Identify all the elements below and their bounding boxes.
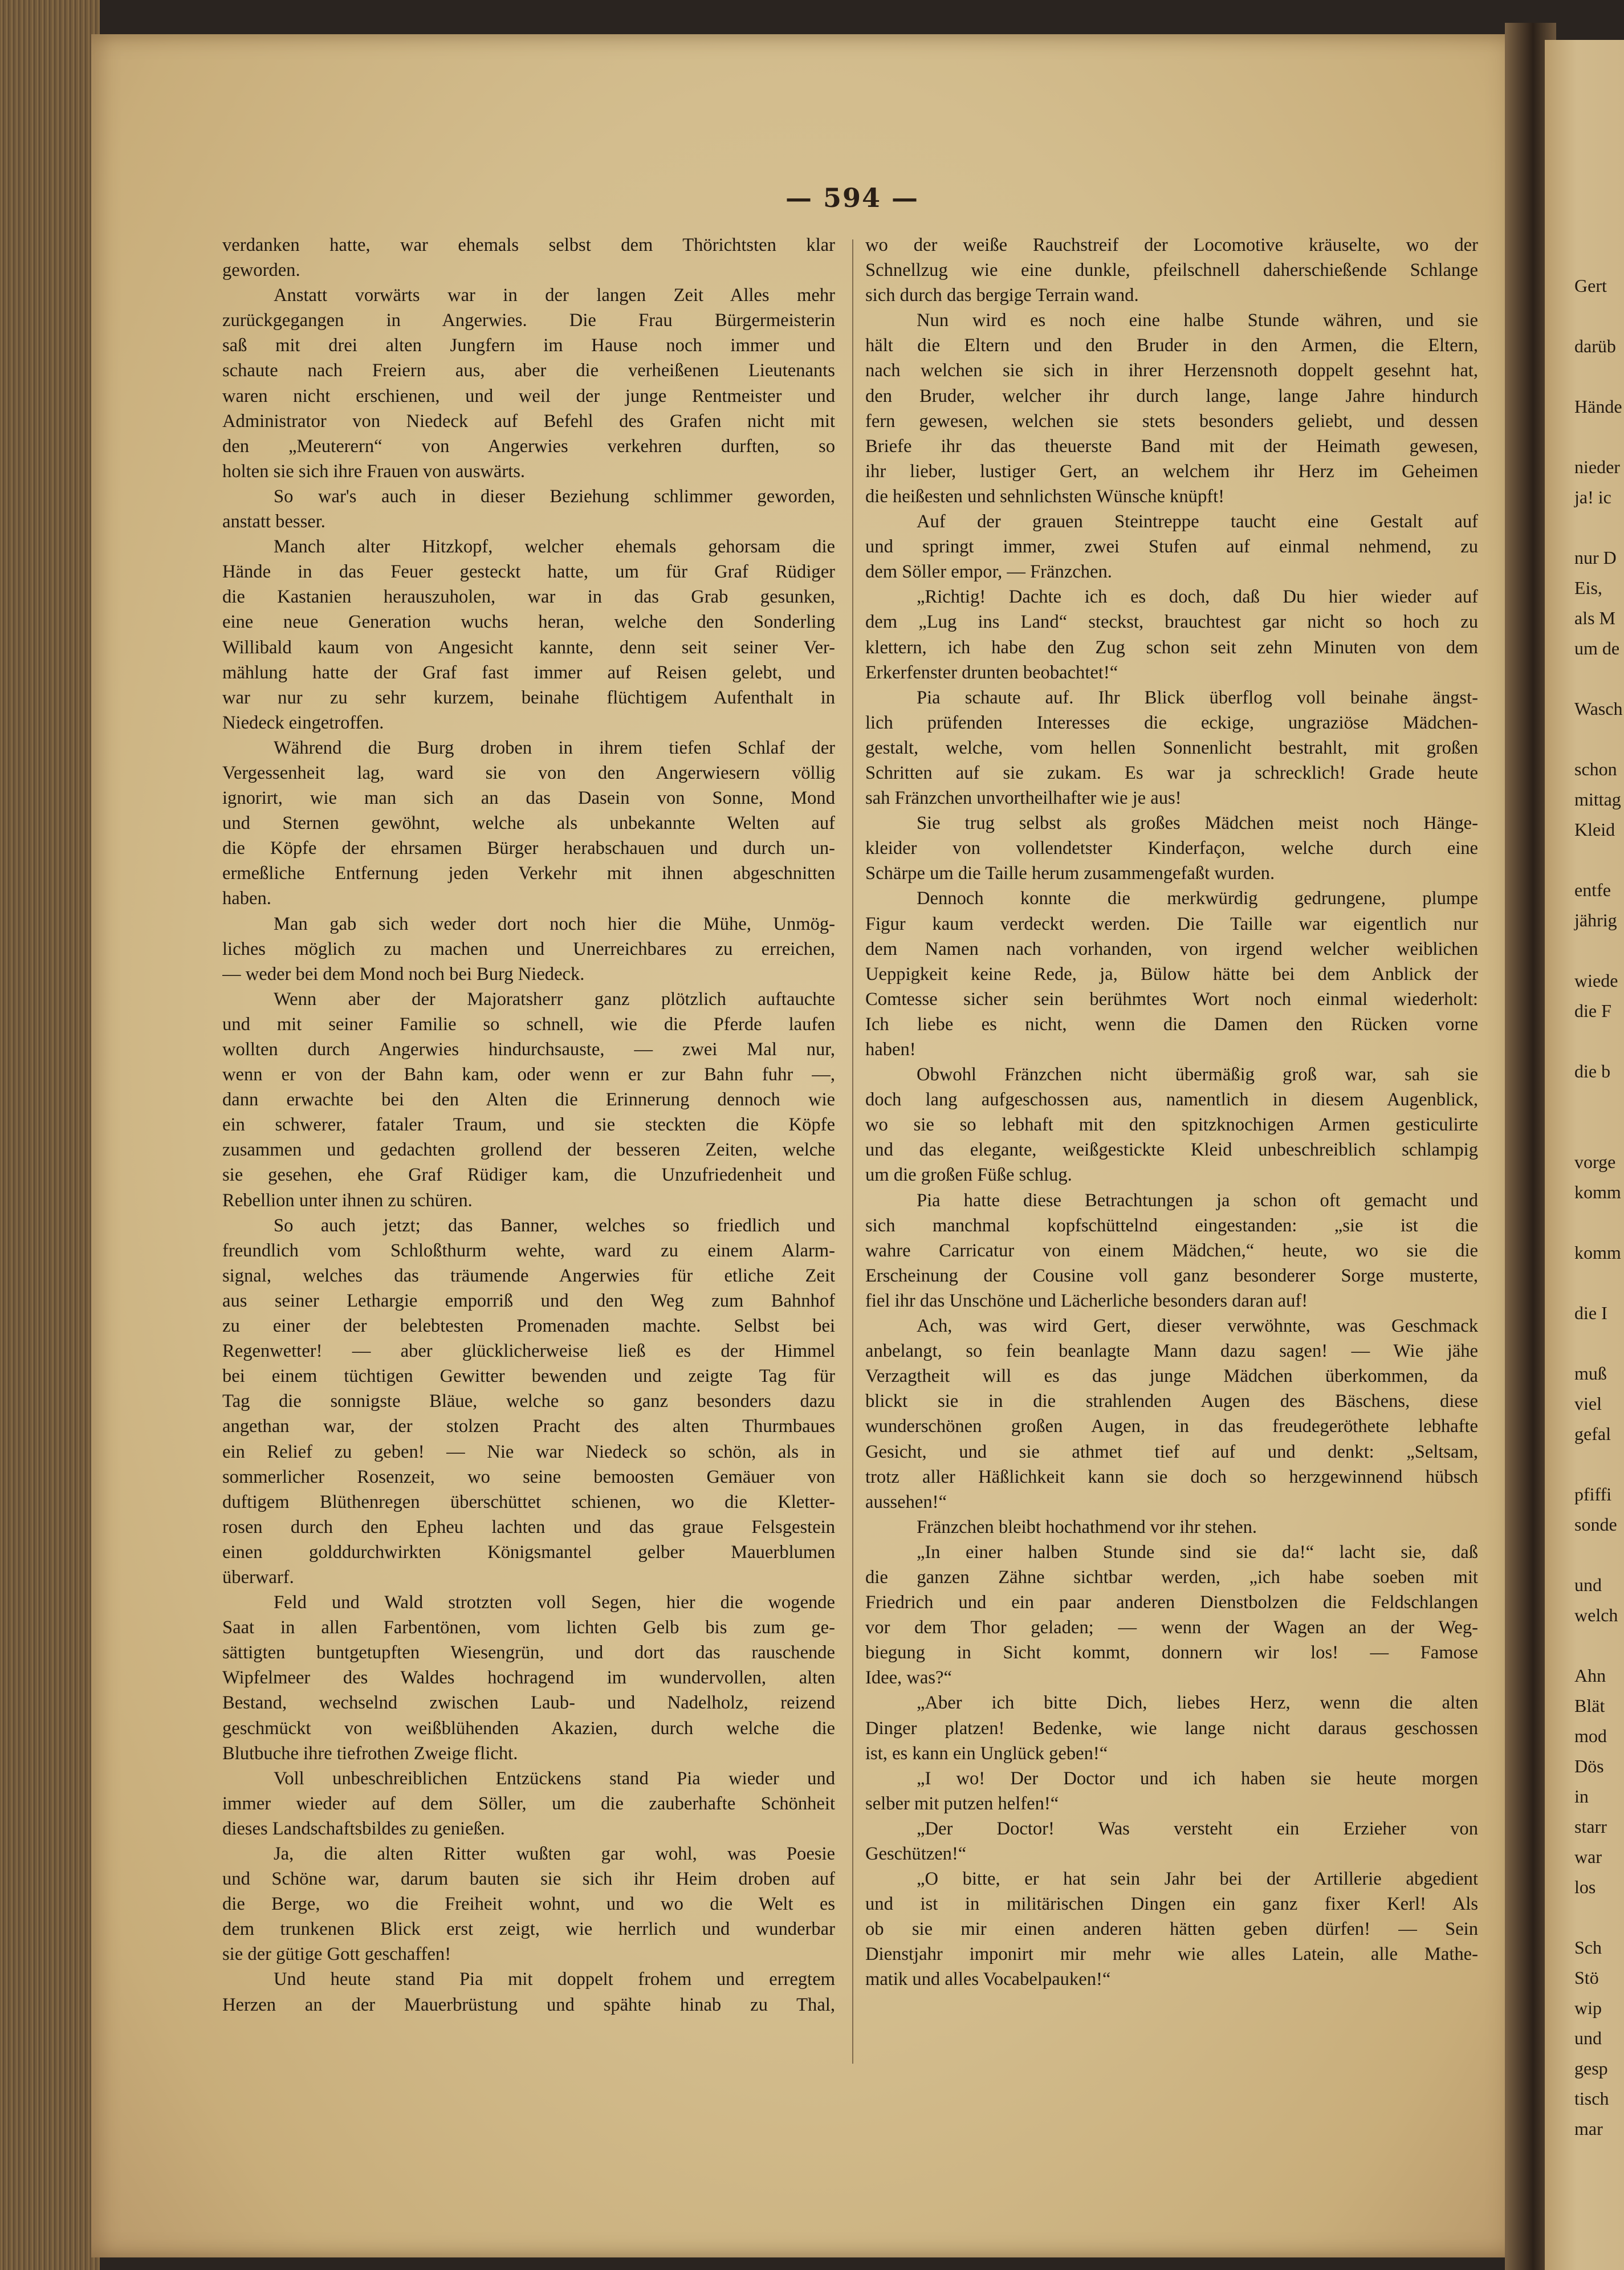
next-page-fragment: um de	[1574, 638, 1620, 658]
text-line: zu einer der belebtesten Promenaden machte. Selbst bei	[222, 1316, 835, 1337]
text-line: vor dem Thor geladen; — wenn der Wagen an der Weg-	[865, 1617, 1478, 1638]
text-line: doch lang aufgeschossen aus, namentlich in diesem Augenblick,	[865, 1089, 1478, 1110]
text-line: sommerlicher Rosenzeit, wo seine bemoosten Gemäuer von	[222, 1466, 835, 1487]
text-line: Administrator von Niedeck auf Befehl des Grafen nicht mit	[222, 410, 835, 432]
text-line: dieses Landschaftsbildes zu genießen.	[222, 1818, 505, 1839]
next-page-fragment: viel	[1574, 1393, 1602, 1414]
text-line: Dienstjahr imponirt mir mehr wie alles Latein, alle Mathe-	[865, 1944, 1478, 1965]
text-line: geschmückt von weißblühenden Akazien, durch welche die	[222, 1718, 835, 1739]
text-line: Verzagtheit will es das junge Mädchen überkommen, da	[865, 1366, 1478, 1387]
text-line: freundlich vom Schloßthurm wehte, ward zu einem Alarm-	[222, 1240, 835, 1261]
text-line: Während die Burg droben in ihrem tiefen Schlaf der	[274, 737, 835, 758]
text-line: Bestand, wechselnd zwischen Laub- und Nadelholz, reizend	[222, 1693, 835, 1714]
text-line: Und heute stand Pia mit doppelt frohem und erregtem	[274, 1969, 835, 1990]
next-page-fragment: die F	[1574, 1000, 1611, 1021]
text-line: schaute nach Freiern aus, aber die verheißenen Lieutenants	[222, 360, 835, 381]
text-line: ein schwerer, fataler Traum, und sie steckten die Köpfe	[222, 1114, 835, 1136]
next-page-fragment: welch	[1574, 1605, 1618, 1625]
text-line: und mit seiner Familie so schnell, wie die Pferde laufen	[222, 1014, 835, 1035]
text-line: „In einer halben Stunde sind sie da!“ lacht sie, daß	[917, 1541, 1478, 1563]
next-page-fragment: Kleid	[1574, 819, 1615, 840]
next-page-fragment: pfiffi	[1574, 1484, 1612, 1504]
text-line: Ja, die alten Ritter wußten gar wohl, was Poesie	[274, 1844, 835, 1864]
text-line: bei einem tüchtigen Gewitter bewenden und zeigte Tag für	[222, 1366, 835, 1387]
text-line: Auf der grauen Steintreppe taucht eine Gestalt auf	[917, 511, 1478, 532]
next-page-fragment: Eis,	[1574, 577, 1602, 598]
text-line: um die großen Füße schlug.	[865, 1165, 1072, 1186]
text-line: und das elegante, weißgestickte Kleid unbeschreiblich schlampig	[865, 1140, 1478, 1161]
text-line: blickt sie in die strahlenden Augen des Bäschens, diese	[865, 1391, 1478, 1412]
text-line: lich prüfenden Interesses die eckige, ungraziöse Mädchen-	[865, 712, 1478, 733]
left-column	[222, 233, 835, 2062]
text-line: Feld und Wald strotzten voll Segen, hier die wogende	[274, 1592, 835, 1613]
text-line: sich durch das bergige Terrain wand.	[865, 285, 1139, 306]
next-page-fragment: Sch	[1574, 1937, 1602, 1958]
text-line: fiel ihr das Unschöne und Lächerliche besonders daran auf!	[865, 1290, 1308, 1311]
text-line: Pia schaute auf. Ihr Blick überflog voll beinahe ängst-	[917, 687, 1478, 708]
text-line: „O bitte, er hat sein Jahr bei der Artillerie abgedient	[917, 1869, 1478, 1890]
text-line: Manch alter Hitzkopf, welcher ehemals gehorsam die	[274, 536, 835, 558]
next-page-fragment: muß	[1574, 1363, 1607, 1384]
text-line: Nun wird es noch eine halbe Stunde währen, und sie	[917, 310, 1478, 331]
text-line: Figur kaum verdeckt werden. Die Taille war eigentlich nur	[865, 913, 1478, 934]
next-page-fragment: nur D	[1574, 547, 1617, 568]
text-line: holten sie sich ihre Frauen von auswärts.	[222, 461, 526, 482]
text-line: Voll unbeschreiblichen Entzückens stand Pia wieder und	[274, 1768, 835, 1789]
text-line: Saat in allen Farbentönen, vom lichten Gelb bis zum ge-	[222, 1617, 835, 1638]
text-line: sie gesehen, ehe Graf Rüdiger kam, die Unzufriedenheit und	[222, 1165, 835, 1186]
text-line: Schnellzug wie eine dunkle, pfeilschnell daherschießende Schlange	[865, 260, 1478, 281]
text-line: ob sie mir einen anderen hätten geben dürfen! — Sein	[865, 1919, 1478, 1940]
text-line: Rebellion unter ihnen zu schüren.	[222, 1190, 473, 1211]
text-line: Comtesse sicher sein berühmtes Wort noch einmal wiederholt:	[865, 988, 1478, 1010]
next-page-fragment: tisch	[1574, 2088, 1609, 2109]
text-line: und springt immer, zwei Stufen auf einmal nehmend, zu	[865, 536, 1478, 558]
next-page-fragment: und	[1574, 2028, 1602, 2048]
text-line: sich manchmal kopfschüttelnd eingestanden: „sie ist die	[865, 1215, 1478, 1236]
text-line: war nur zu sehr kurzem, beinahe flüchtigem Aufenthalt in	[222, 687, 835, 708]
text-line: anbelangt, so fein beanlagte Mann dazu sagen! — Wie jähe	[865, 1341, 1478, 1362]
text-line: Gesicht, und sie athmet tief auf und denkt: „Seltsam,	[865, 1441, 1478, 1462]
text-line: dem Söller empor, — Fränzchen.	[865, 562, 1112, 583]
text-line: klettern, ich habe den Zug schon seit zehn Minuten von dem	[865, 637, 1478, 658]
text-line: verdanken hatte, war ehemals selbst dem Thörichtsten klar	[222, 235, 835, 255]
text-line: mählung hatte der Graf fast immer auf Reisen gelebt, und	[222, 662, 835, 683]
text-line: „Der Doctor! Was versteht ein Erzieher von	[917, 1818, 1478, 1839]
text-line: die heißesten und sehnlichsten Wünsche knüpft!	[865, 486, 1224, 507]
text-line: den „Meuterern“ von Angerwies verkehren durften, so	[222, 436, 835, 457]
text-line: Wipfelmeer des Waldes hochragend im wundervollen, alten	[222, 1667, 835, 1689]
text-line: Hände in das Feuer gesteckt hatte, um für Graf Rüdiger	[222, 562, 835, 583]
text-line: sie der gütige Gott geschaffen!	[222, 1944, 451, 1965]
text-line: Wenn aber der Majoratsherr ganz plötzlich auftauchte	[274, 988, 835, 1010]
next-page-fragment: entfe	[1574, 880, 1611, 900]
text-line: Niedeck eingetroffen.	[222, 712, 384, 733]
next-page-fragment: die I	[1574, 1303, 1607, 1323]
text-line: liches möglich zu machen und Unerreichbares zu erreichen,	[222, 938, 835, 959]
right-column	[865, 233, 1478, 2062]
next-page-fragment: die b	[1574, 1061, 1611, 1081]
text-line: waren nicht erschienen, und weil der junge Rentmeister und	[222, 385, 835, 406]
next-page-fragment: wiede	[1574, 970, 1618, 991]
text-line: immer wieder auf dem Söller, um die zauberhafte Schönheit	[222, 1793, 835, 1814]
next-page-fragment: ja! ic	[1574, 487, 1611, 507]
text-line: kleider von vollendetster Kinderfaçon, welche durch eine	[865, 838, 1478, 859]
text-line: die Köpfe der ehrsamen Bürger herabschauen und durch un-	[222, 838, 835, 859]
next-page-fragment: in	[1574, 1786, 1589, 1807]
text-line: dann erwachte bei den Alten die Erinnerung dennoch wie	[222, 1089, 835, 1110]
next-page-fragment: Blät	[1574, 1695, 1605, 1716]
text-line: Blutbuche ihre tiefrothen Zweige flicht.	[222, 1743, 518, 1764]
text-line: Ueppigkeit keine Rede, ja, Bülow hätte bei dem Anblick der	[865, 963, 1478, 985]
next-page-fragment: los	[1574, 1877, 1596, 1897]
next-page-fragment: als M	[1574, 608, 1615, 628]
text-line: haben.	[222, 888, 271, 909]
text-line: saß mit drei alten Jungfern im Hause noch immer und	[222, 335, 835, 356]
text-line: Regenwetter! — aber glücklicherweise ließ es der Himmel	[222, 1341, 835, 1362]
next-page-fragment: gefal	[1574, 1423, 1611, 1444]
text-line: Geschützen!“	[865, 1844, 967, 1864]
text-line: wenn er von der Bahn kam, oder wenn er zur Bahn fuhr —,	[222, 1064, 835, 1085]
text-line: den Bruder, welcher ihr durch lange, lange Jahre hindurch	[865, 385, 1478, 406]
next-page-fragment: komm	[1574, 1242, 1621, 1263]
next-page-fragment: sonde	[1574, 1514, 1617, 1535]
text-line: matik und alles Vocabelpauken!“	[865, 1969, 1111, 1990]
text-line: Sie trug selbst als großes Mädchen meist noch Hänge-	[917, 813, 1478, 834]
next-page-fragment: starr	[1574, 1816, 1607, 1837]
text-line: dem Namen nach vorhanden, von irgend welcher weiblichen	[865, 938, 1478, 959]
text-line: eine neue Generation wuchs heran, welche den Sonderling	[222, 612, 835, 633]
text-line: Erscheinung der Cousine voll ganz besonderer Sorge musterte,	[865, 1265, 1478, 1286]
text-line: Ach, was wird Gert, dieser verwöhnte, was Geschmack	[917, 1316, 1478, 1337]
text-line: fern gewesen, welchen sie stets besonders geliebt, und dessen	[865, 410, 1478, 432]
next-page-fragment: und	[1574, 1575, 1602, 1595]
text-line: ignorirt, wie man sich an das Dasein von Sonne, Mond	[222, 788, 835, 809]
text-line: Pia hatte diese Betrachtungen ja schon oft gemacht und	[917, 1190, 1478, 1211]
column-rule	[852, 239, 853, 2064]
next-page-fragment: gesp	[1574, 2058, 1608, 2078]
text-line: überwarf.	[222, 1567, 294, 1588]
text-line: Idee, was?“	[865, 1667, 952, 1689]
next-page-edge	[1545, 40, 1624, 2270]
text-line: gestalt, welche, vom hellen Sonnenlicht bestrahlt, mit großen	[865, 737, 1478, 758]
next-page-fragment: nieder	[1574, 457, 1620, 477]
text-line: sah Fränzchen unvortheilhafter wie je aus!	[865, 788, 1182, 809]
next-page-fragment: darüb	[1574, 336, 1616, 356]
text-line: Herzen an der Mauerbrüstung und spähte hinab zu Thal,	[222, 1994, 835, 2015]
text-line: Vergessenheit lag, ward sie von den Angerwiesern völlig	[222, 762, 835, 783]
text-line: sättigten buntgetupften Wiesengrün, und dort das rauschende	[222, 1642, 835, 1663]
text-line: Tag die sonnigste Bläue, welche so ganz besonders dazu	[222, 1391, 835, 1412]
next-page-fragment: Wasch	[1574, 698, 1623, 719]
text-line: So auch jetzt; das Banner, welches so friedlich und	[274, 1215, 835, 1236]
text-line: — weder bei dem Mond noch bei Burg Niedeck.	[222, 963, 585, 985]
text-line: wunderschönen großen Augen, in das freudegeröthete lebhafte	[865, 1416, 1478, 1437]
text-line: Anstatt vorwärts war in der langen Zeit Alles mehr	[274, 285, 835, 306]
next-page-fragment: Gert	[1574, 275, 1607, 296]
text-line: Schärpe um die Taille herum zusammengefaßt wurden.	[865, 863, 1275, 884]
text-line: die Berge, wo die Freiheit wohnt, und wo die Welt es	[222, 1894, 835, 1915]
next-page-fragment: Hände	[1574, 396, 1622, 417]
text-line: Schritten auf sie zukam. Es war ja schrecklich! Grade heute	[865, 762, 1478, 783]
next-page-fragment: mod	[1574, 1726, 1607, 1746]
text-line: Dinger platzen! Bedenke, wie lange nicht daraus geschossen	[865, 1718, 1478, 1739]
text-line: Dennoch konnte die merkwürdig gedrungene, plumpe	[917, 888, 1478, 909]
text-line: Ich liebe es nicht, wenn die Damen den Rücken vorne	[865, 1014, 1478, 1035]
text-line: Friedrich und ein paar anderen Dienstbolzen die Feldschlangen	[865, 1592, 1478, 1613]
text-line: geworden.	[222, 260, 300, 281]
text-line: aus seiner Lethargie emporriß und den Weg zum Bahnhof	[222, 1290, 835, 1311]
text-line: biegung in Sicht kommt, donnern wir los! — Famose	[865, 1642, 1478, 1663]
text-line: rosen durch den Epheu lachten und das graue Felsgestein	[222, 1516, 835, 1537]
text-line: zurückgegangen in Angerwies. Die Frau Bürgermeisterin	[222, 310, 835, 331]
text-line: „Aber ich bitte Dich, liebes Herz, wenn die alten	[917, 1693, 1478, 1714]
next-page-fragment: mittag	[1574, 789, 1621, 809]
text-line: aussehen!“	[865, 1491, 947, 1512]
next-page-fragment: Ahn	[1574, 1665, 1606, 1686]
text-line: und Sternen gewöhnt, welche als unbekannte Welten auf	[222, 813, 835, 834]
next-page-fragment: schon	[1574, 759, 1617, 779]
next-page-fragment: Dös	[1574, 1756, 1604, 1776]
text-line: einen golddurchwirkten Königsmantel gelber Mauerblumen	[222, 1541, 835, 1563]
text-line: Willibald kaum von Angesicht kannte, denn seit seiner Ver-	[222, 637, 835, 658]
next-page-fragment: wip	[1574, 1998, 1602, 2018]
next-page-fragment: Stö	[1574, 1967, 1599, 1988]
next-page-fragment: vorge	[1574, 1152, 1616, 1172]
text-line: wahre Carricatur von einem Mädchen,“ heute, wo sie die	[865, 1240, 1478, 1261]
text-line: haben!	[865, 1039, 916, 1060]
text-line: wo sie so lebhaft mit den spitzknochigen Armen gesticulirte	[865, 1114, 1478, 1136]
text-line: und Schöne war, darum bauten sie sich ihr Heim droben auf	[222, 1869, 835, 1890]
text-line: selber mit putzen helfen!“	[865, 1793, 1059, 1814]
text-line: dem trunkenen Blick erst zeigt, wie herrlich und wunderbar	[222, 1919, 835, 1940]
next-page-fragment: jährig	[1574, 910, 1617, 930]
text-line: ihr lieber, lustiger Gert, an welchem ihr Herz im Geheimen	[865, 461, 1478, 482]
text-line: trotz aller Häßlichkeit kann sie doch so herzgewinnend hübsch	[865, 1466, 1478, 1487]
next-page-fragment: war	[1574, 1846, 1602, 1867]
text-line: Erkerfenster drunten beobachtet!“	[865, 662, 1118, 683]
text-line: „I wo! Der Doctor und ich haben sie heute morgen	[917, 1768, 1478, 1789]
text-line: wo der weiße Rauchstreif der Locomotive kräuselte, wo der	[865, 235, 1478, 255]
text-line: „Richtig! Dachte ich es doch, daß Du hier wieder auf	[917, 587, 1478, 608]
text-line: duftigem Blüthenregen überschüttet schienen, wo die Kletter-	[222, 1491, 835, 1512]
text-line: wollten durch Angerwies hindurchsauste, — zwei Mal nur,	[222, 1039, 835, 1060]
text-line: Briefe ihr das theuerste Band mit der Heimath gewesen,	[865, 436, 1478, 457]
text-line: So war's auch in dieser Beziehung schlimmer geworden,	[274, 486, 835, 507]
text-line: Fränzchen bleibt hochathmend vor ihr stehen.	[917, 1516, 1257, 1537]
text-line: signal, welches das träumende Angerwies für etliche Zeit	[222, 1265, 835, 1286]
text-line: Obwohl Fränzchen nicht übermäßig groß war, sah sie	[917, 1064, 1478, 1085]
next-page-fragment: komm	[1574, 1182, 1621, 1202]
text-line: die Kastanien herauszuholen, war in das Grab gesunken,	[222, 587, 835, 608]
text-line: zusammen und gedachten grollend der besseren Zeiten, welche	[222, 1140, 835, 1161]
page-number: — 594 —	[785, 182, 919, 213]
text-line: hält die Eltern und den Bruder in den Armen, die Eltern,	[865, 335, 1478, 356]
text-line: ermeßliche Entfernung jeden Verkehr mit ihnen abgeschnitten	[222, 863, 835, 884]
text-line: anstatt besser.	[222, 511, 325, 532]
book-page-edges	[0, 0, 100, 2270]
text-line: dem „Lug ins Land“ steckst, brauchtest gar nicht so hoch zu	[865, 612, 1478, 633]
text-line: ist, es kann ein Unglück geben!“	[865, 1743, 1108, 1764]
text-line: angethan war, der stolzen Pracht des alten Thurmbaues	[222, 1416, 835, 1437]
text-line: und ist in militärischen Dingen ein ganz fixer Kerl! Als	[865, 1894, 1478, 1915]
text-line: ein Relief zu geben! — Nie war Niedeck so schön, als in	[222, 1441, 835, 1462]
next-page-fragment: mar	[1574, 2118, 1603, 2139]
text-line: die ganzen Zähne sichtbar werden, „ich habe soeben mit	[865, 1567, 1478, 1588]
text-line: nach welchen sie sich in ihrer Herzensnoth doppelt gesehnt hat,	[865, 360, 1478, 381]
text-line: Man gab sich weder dort noch hier die Mühe, Unmög-	[274, 913, 835, 934]
